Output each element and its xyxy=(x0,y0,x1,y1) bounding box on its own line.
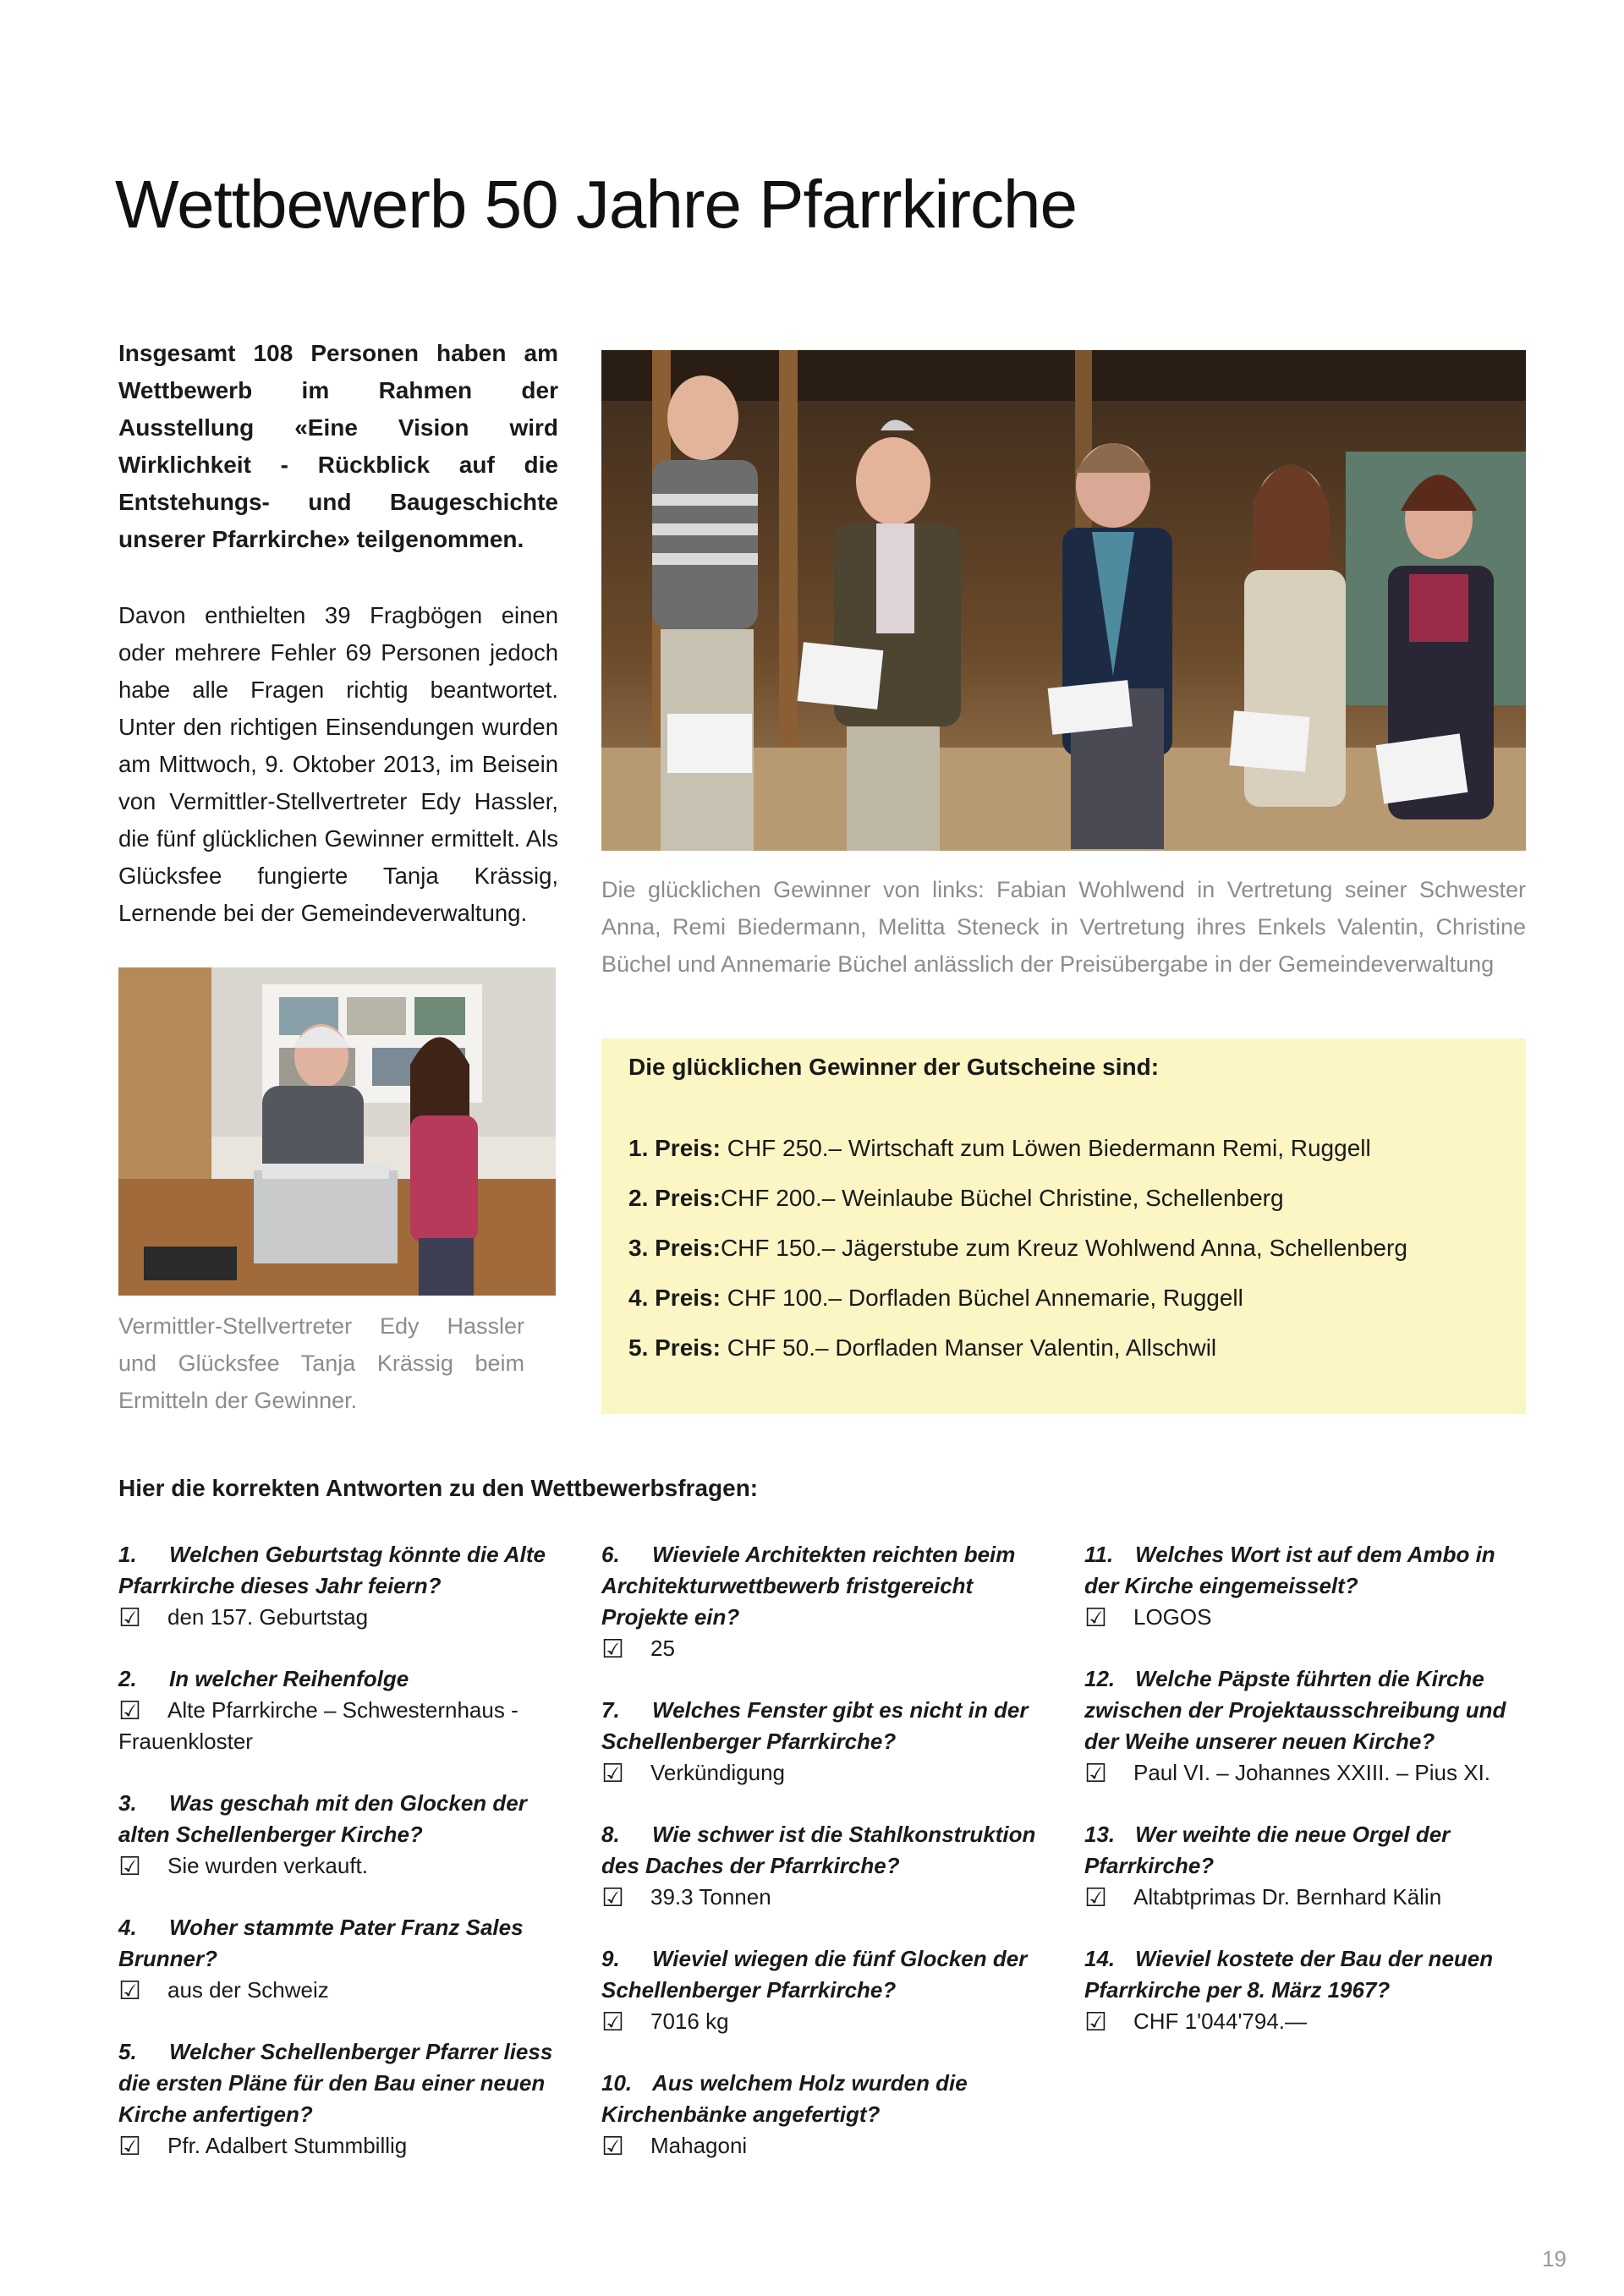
prize-item xyxy=(628,1223,1407,1273)
question: 14. Wieviel kostete der Bau der neuen Pfarrkirche per 8. März 1967? xyxy=(1084,1946,1494,2003)
prize-text: CHF 150.– Jägerstube zum Kreuz Wohlwend Anna, Schellenberg xyxy=(720,1235,1407,1261)
answer: ☑ Mahagoni xyxy=(601,2133,748,2161)
small-photo-caption: Vermittler-Stellvertreter Edy Hassler und Glücksfee Tanja Krässig beim Ermitteln der Gewinner. xyxy=(118,1313,524,1413)
question: 5. Welcher Schellenberger Pfarrer liess die ersten Pläne für den Bau einer neuen Kirche anfertigen? xyxy=(118,2039,553,2127)
checkbox-icon: ☑ xyxy=(601,2008,624,2036)
answer: ☑ Paul VI. – Johannes XXIII. – Pius XI. xyxy=(1084,1760,1491,1788)
checkbox-icon: ☑ xyxy=(1084,2008,1107,2036)
answer: ☑ 7016 kg xyxy=(601,2008,729,2036)
qa-item xyxy=(601,1819,1041,1913)
answer: ☑ Alte Pfarrkirche – Schwesternhaus - Frauenkloster xyxy=(118,1697,518,1754)
prize-label: 2. Preis: xyxy=(628,1185,721,1211)
answers-column-2 xyxy=(601,1539,1041,2192)
qa-item xyxy=(118,1539,558,1633)
qa-item xyxy=(1084,1819,1524,1913)
prize-item xyxy=(628,1123,1407,1173)
checkbox-icon: ☑ xyxy=(601,2133,624,2161)
checkbox-icon: ☑ xyxy=(601,1760,624,1788)
qa-item xyxy=(118,1912,558,2006)
question: 1. Welchen Geburtstag könnte die Alte Pfarrkirche dieses Jahr feiern? xyxy=(118,1542,546,1598)
prize-item xyxy=(628,1323,1407,1373)
checkbox-icon: ☑ xyxy=(118,1697,141,1725)
question: 2. In welcher Reihenfolge xyxy=(118,1666,409,1691)
main-photo-caption: Die glücklichen Gewinner von links: Fabian Wohlwend in Vertretung seiner Schwester Anna, Remi Biedermann, Melitta Steneck in Vertretung ihres Enkels Valentin, Christine Büchel und Annemarie Büchel anlässlich der Preisübergabe in der Gemeindeverwaltung xyxy=(601,877,1526,977)
qa-item xyxy=(118,2036,558,2162)
prize-item xyxy=(628,1173,1407,1223)
qa-item xyxy=(118,1788,558,1882)
checkbox-icon: ☑ xyxy=(1084,1884,1107,1912)
checkbox-icon: ☑ xyxy=(118,1604,141,1632)
page-title: Wettbewerb 50 Jahre Pfarrkirche xyxy=(115,167,1077,242)
checkbox-icon: ☑ xyxy=(118,2133,141,2161)
question: 9. Wieviel wiegen die fünf Glocken der Schellenberger Pfarrkirche? xyxy=(601,1946,1028,2003)
intro-body: Davon enthielten 39 Fragbögen einen oder mehrere Fehler 69 Personen jedoch habe alle Fragen richtig beantwortet. Unter den richtigen Einsendungen wurden am Mittwoch, 9. Oktober 2013, im Beisein von Vermittler-Stellvertreter Edy Hassler, die fünf glücklichen Gewinner ermittelt. Als Glücksfee fungierte Tanja Krässig, Lernende bei der Gemeindeverwaltung. xyxy=(118,602,558,926)
qa-item xyxy=(601,1943,1041,2037)
prize-heading: Die glücklichen Gewinner der Gutscheine sind: xyxy=(628,1054,1160,1080)
prize-label: 3. Preis: xyxy=(628,1235,721,1261)
checkbox-icon: ☑ xyxy=(601,1884,624,1912)
question: 11. Welches Wort ist auf dem Ambo in der Kirche eingemeisselt? xyxy=(1084,1542,1495,1598)
prize-list xyxy=(628,1123,1407,1373)
answer: ☑ Sie wurden verkauft. xyxy=(118,1853,369,1881)
answer: ☑ Verkündigung xyxy=(601,1760,786,1788)
prize-label: 1. Preis: xyxy=(628,1135,721,1161)
intro-lead: Insgesamt 108 Personen haben am Wettbewerb im Rahmen der Ausstellung «Eine Vision wird Wirklichkeit - Rückblick auf die Entstehungs- und Baugeschichte unserer Pfarrkirche» teilgenommen. xyxy=(118,340,558,552)
prize-text: CHF 200.– Weinlaube Büchel Christine, Schellenberg xyxy=(720,1185,1284,1211)
qa-item xyxy=(1084,1663,1524,1789)
answer: ☑ den 157. Geburtstag xyxy=(118,1604,369,1632)
prize-label: 4. Preis: xyxy=(628,1285,721,1311)
checkbox-icon: ☑ xyxy=(118,1853,141,1881)
question: 4. Woher stammte Pater Franz Sales Brunner? xyxy=(118,1915,524,1971)
prize-item xyxy=(628,1273,1407,1323)
prize-text: CHF 100.– Dorfladen Büchel Annemarie, Ruggell xyxy=(720,1285,1243,1311)
qa-item xyxy=(601,2068,1041,2162)
checkbox-icon: ☑ xyxy=(601,1636,624,1663)
draw-photo xyxy=(118,967,556,1296)
prize-box xyxy=(601,1038,1526,1414)
page-number: 19 xyxy=(1542,2246,1566,2271)
answer: ☑ 25 xyxy=(601,1636,675,1663)
question: 13. Wer weihte die neue Orgel der Pfarrkirche? xyxy=(1084,1822,1451,1878)
qa-item xyxy=(1084,1539,1524,1633)
question: 8. Wie schwer ist die Stahlkonstruktion des Daches der Pfarrkirche? xyxy=(601,1822,1036,1878)
answers-column-3 xyxy=(1084,1539,1524,2068)
answer: ☑ LOGOS xyxy=(1084,1604,1212,1632)
qa-item xyxy=(1084,1943,1524,2037)
question: 3. Was geschah mit den Glocken der alten Schellenberger Kirche? xyxy=(118,1790,527,1847)
answer: ☑ Altabtprimas Dr. Bernhard Kälin xyxy=(1084,1884,1442,1912)
question: 6. Wieviele Architekten reichten beim Architekturwettbewerb fristgereicht Projekte ein? xyxy=(601,1542,1016,1630)
checkbox-icon: ☑ xyxy=(118,1977,141,2005)
answer: ☑ Pfr. Adalbert Stummbillig xyxy=(118,2133,408,2161)
checkbox-icon: ☑ xyxy=(1084,1604,1107,1632)
prize-label: 5. Preis: xyxy=(628,1334,721,1361)
qa-item xyxy=(601,1695,1041,1789)
winners-group-photo xyxy=(601,350,1526,851)
answer: ☑ CHF 1'044'794.— xyxy=(1084,2008,1308,2036)
qa-item xyxy=(118,1663,558,1757)
answer: ☑ 39.3 Tonnen xyxy=(601,1884,771,1912)
prize-text: CHF 250.– Wirtschaft zum Löwen Biedermann Remi, Ruggell xyxy=(720,1135,1371,1161)
answers-column-1 xyxy=(118,1539,558,2192)
question: 7. Welches Fenster gibt es nicht in der Schellenberger Pfarrkirche? xyxy=(601,1697,1029,1754)
checkbox-icon: ☑ xyxy=(1084,1760,1107,1788)
prize-text: CHF 50.– Dorfladen Manser Valentin, Allschwil xyxy=(720,1334,1217,1361)
qa-item xyxy=(601,1539,1041,1664)
question: 10. Aus welchem Holz wurden die Kirchenbänke angefertigt? xyxy=(601,2070,968,2127)
answers-heading: Hier die korrekten Antworten zu den Wettbewerbsfragen: xyxy=(118,1475,759,1501)
answer: ☑ aus der Schweiz xyxy=(118,1977,329,2005)
question: 12. Welche Päpste führten die Kirche zwischen der Projektausschreibung und der Weihe unserer neuen Kirche? xyxy=(1084,1666,1506,1754)
